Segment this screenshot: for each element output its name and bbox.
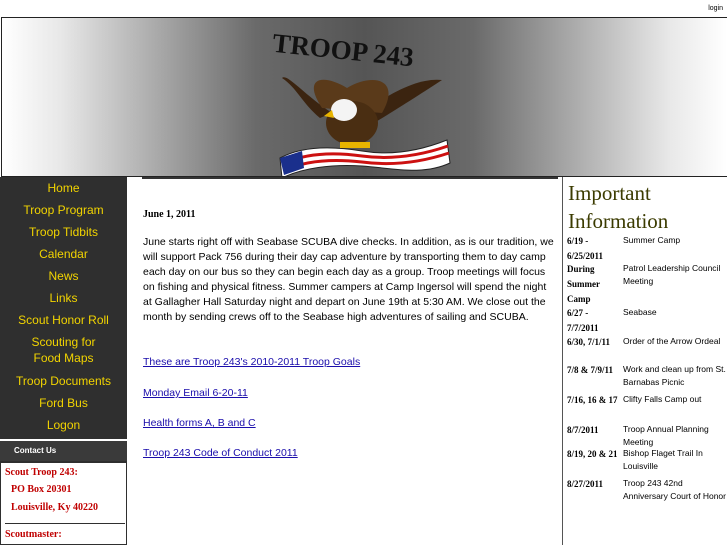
sidebar-item-calendar[interactable]: [0, 246, 127, 268]
post-date: June 1, 2011: [143, 209, 196, 220]
sidebar-link-calendar[interactable]: Calendar: [39, 247, 88, 261]
sidebar-item-troop-documents[interactable]: [0, 373, 127, 395]
top-bar: [0, 0, 727, 18]
event-date: 8/19, 20 & 21: [567, 449, 618, 459]
sidebar-link-scouting-for-food-maps[interactable]: Scouting for Food Maps: [31, 335, 96, 365]
contact-line-2: PO Box 20301: [11, 484, 72, 495]
sidebar-item-ford-bus[interactable]: [0, 395, 127, 417]
info-title: Important Information: [568, 181, 669, 233]
event-date: 7/16, 16 & 17: [567, 395, 618, 405]
event-text: Troop Annual Planning Meeting: [623, 424, 709, 447]
eagle-flag-icon: [2, 18, 727, 176]
event-date: 6/27 - 7/7/2011: [567, 308, 599, 333]
sidebar-item-logon[interactable]: [0, 417, 127, 439]
event-date: 7/8 & 7/9/11: [567, 365, 614, 375]
sidebar-item-links[interactable]: [0, 290, 127, 312]
event-date: During Summer Camp: [567, 264, 600, 304]
troop-goals-link[interactable]: These are Troop 243's 2010-2011 Troop Goals: [143, 356, 361, 368]
sidebar-item-home[interactable]: [0, 180, 127, 202]
sidebar-link-home[interactable]: Home: [47, 181, 80, 195]
sidebar-item-troop-program[interactable]: [0, 202, 127, 224]
event-text: Troop 243 42nd Anniversary Court of Honor: [623, 478, 726, 501]
contact-box: [0, 462, 127, 545]
sidebar-item-news[interactable]: [0, 268, 127, 290]
contact-label: Contact Us: [14, 446, 57, 455]
contact-line-1: Scout Troop 243:: [5, 467, 78, 478]
contact-header: [0, 439, 127, 461]
sidebar-link-ford-bus[interactable]: Ford Bus: [39, 396, 88, 410]
event-text: Patrol Leadership Council Meeting: [623, 263, 721, 286]
monday-email-link[interactable]: Monday Email 6-20-11: [143, 387, 248, 399]
sidebar-link-links[interactable]: Links: [49, 291, 78, 305]
event-text: Clifty Falls Camp out: [623, 394, 702, 404]
contact-line-3: Louisville, Ky 40220: [11, 502, 98, 513]
event-text: Summer Camp: [623, 235, 681, 245]
event-text: Bishop Flaget Trail In Louisville: [623, 448, 703, 471]
post-body: June starts right off with Seabase SCUBA dive checks. In addition, as is our tradition, we will support Pack 756 during their day cap adventure by transporting them to day camp each day on our bus so they can begin each day as a group. Troop meetings will focus on fishing and physical fitness. Summer campers at Camp Ingersol will spend the night at Gallagher Hall Saturday night and depart on June 19th at 5:30 AM. We close out the month by sending crews off to the Seabase high adventures of sailing and SCUBA.: [143, 236, 554, 323]
sidebar-nav: [0, 180, 127, 439]
sidebar-item-troop-tidbits[interactable]: [0, 224, 127, 246]
contact-line-4: Scoutmaster:: [5, 523, 125, 544]
site-banner: [1, 17, 727, 177]
sidebar-link-troop-documents[interactable]: Troop Documents: [16, 374, 111, 388]
event-text: Order of the Arrow Ordeal: [623, 336, 721, 346]
sidebar-link-news[interactable]: News: [48, 269, 79, 283]
main-content: [142, 177, 558, 547]
sidebar-link-troop-tidbits[interactable]: Troop Tidbits: [29, 225, 98, 239]
event-text: Work and clean up from St. Barnabas Picnic: [623, 364, 726, 387]
event-text: Seabase: [623, 307, 657, 317]
sidebar: [0, 177, 127, 545]
sidebar-link-logon[interactable]: Logon: [46, 418, 81, 432]
event-date: 6/30, 7/1/11: [567, 337, 611, 347]
event-date: 8/7/2011: [567, 425, 599, 435]
sidebar-link-scout-honor-roll[interactable]: Scout Honor Roll: [18, 313, 109, 327]
code-of-conduct-link[interactable]: Troop 243 Code of Conduct 2011: [143, 447, 298, 459]
sidebar-item-scouting-for-food-maps[interactable]: [0, 334, 127, 373]
login-link[interactable]: login: [708, 5, 723, 12]
banner-title: TROOP 243: [271, 27, 416, 73]
important-info-panel: [562, 177, 727, 545]
health-forms-link[interactable]: Health forms A, B and C: [143, 417, 256, 429]
sidebar-item-scout-honor-roll[interactable]: [0, 312, 127, 334]
sidebar-link-troop-program[interactable]: Troop Program: [23, 203, 104, 217]
event-date: 8/27/2011: [567, 479, 604, 489]
event-date: 6/19 - 6/25/2011: [567, 236, 604, 261]
